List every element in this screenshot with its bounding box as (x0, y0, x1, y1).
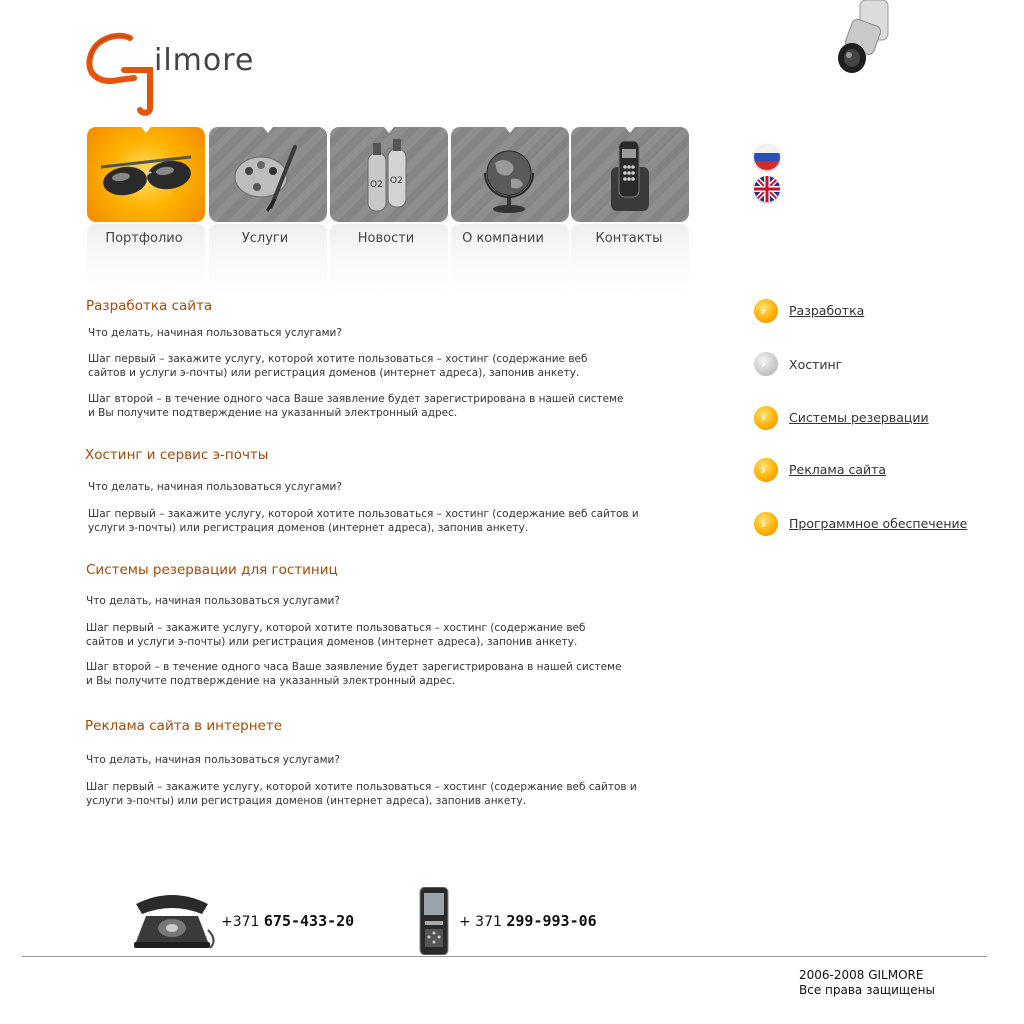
tab-portfolio[interactable] (87, 127, 205, 222)
arrow-bullet-icon: › (754, 458, 778, 482)
side-menu-item-site-advertising[interactable]: Реклама сайта (789, 462, 887, 477)
section-step1: Шаг первый – закажите услугу, которой хотите пользоваться – хостинг (содержание веб сайтов и услуги э-почты) или регистрация доменов (интернет адреса), запонив анкету. (88, 508, 639, 534)
uk-flag-icon (754, 176, 780, 202)
arrow-bullet-icon: › (754, 406, 778, 430)
landline-phone-icon (128, 890, 216, 956)
side-menu-item-hosting[interactable]: Хостинг (789, 357, 843, 372)
russian-language-flag[interactable] (754, 144, 780, 170)
phone-number-mobile[interactable] (459, 912, 597, 930)
english-language-flag[interactable] (754, 176, 780, 202)
side-menu-item-software[interactable]: Программное обеспечение (789, 516, 968, 531)
phone-prefix: + 371 (459, 914, 507, 930)
tab-contacts[interactable] (571, 127, 689, 222)
tab-news[interactable] (330, 127, 448, 222)
svg-text:O2: O2 (370, 180, 383, 190)
tab-label-news[interactable]: Новости (357, 231, 415, 246)
tab-label-about[interactable]: О компании (462, 231, 544, 246)
arrow-bullet-icon: › (754, 352, 778, 376)
side-menu-item-reservation-systems[interactable]: Системы резервации (789, 410, 929, 425)
tab-label-contacts[interactable]: Контакты (595, 231, 663, 246)
section-step2: Шаг второй – в течение одного часа Ваше заявление будет зарегистрирована в нашей системе и Вы получите подтверждение на указанный электронный адрес. (86, 661, 622, 687)
gilmore-logo[interactable] (84, 30, 264, 118)
palette-icon (209, 127, 327, 222)
phone-prefix: +371 (221, 914, 264, 930)
russia-flag-icon (754, 144, 780, 170)
arrow-bullet-icon: › (754, 512, 778, 536)
copyright-rights: Все права защищены (799, 983, 935, 997)
section-title: Реклама сайта в интернете (85, 718, 283, 734)
section-step2: Шаг второй – в течение одного часа Ваше заявление будет зарегистрирована в нашей системе и Вы получите подтверждение на указанный электронный адрес. (88, 393, 624, 419)
oxygen-tanks-icon (330, 127, 448, 222)
telephone-icon (571, 127, 689, 222)
tab-label-portfolio[interactable]: Портфолио (105, 231, 183, 246)
svg-text:ilmore: ilmore (154, 43, 255, 78)
footer-divider (22, 956, 987, 957)
globe-icon (451, 127, 569, 222)
section-question: Что делать, начиная пользоваться услугами? (88, 327, 342, 339)
phone-digits: 675-433-20 (263, 912, 355, 930)
arrow-bullet-icon: › (754, 299, 778, 323)
tab-about[interactable] (451, 127, 569, 222)
section-question: Что делать, начиная пользоваться услугами? (86, 595, 340, 607)
security-camera-icon (830, 0, 900, 80)
copyright-years: 2006-2008 GILMORE (799, 968, 924, 982)
side-menu-item-development[interactable]: Разработка (789, 303, 865, 318)
section-title: Системы резервации для гостиниц (86, 562, 338, 578)
section-step1: Шаг первый – закажите услугу, которой хотите пользоваться – хостинг (содержание веб сайтов и услуги э-почты) или регистрация доменов (интернет адреса), запонив анкету. (88, 353, 588, 379)
sunglasses-icon (87, 127, 205, 222)
svg-text:O2: O2 (390, 176, 403, 186)
section-step1: Шаг первый – закажите услугу, которой хотите пользоваться – хостинг (содержание веб сайтов и услуги э-почты) или регистрация доменов (интернет адреса), запонив анкету. (86, 622, 586, 648)
mobile-phone-icon (418, 887, 450, 959)
tab-label-services[interactable]: Услуги (241, 231, 289, 246)
phone-number-landline[interactable] (221, 912, 354, 930)
phone-digits: 299-993-06 (506, 912, 597, 930)
section-question: Что делать, начиная пользоваться услугами? (86, 754, 340, 766)
section-title: Разработка сайта (86, 298, 213, 314)
section-step1: Шаг первый – закажите услугу, которой хотите пользоваться – хостинг (содержание веб сайтов и услуги э-почты) или регистрация доменов (интернет адреса), запонив анкету. (86, 781, 637, 807)
section-question: Что делать, начиная пользоваться услугами? (88, 481, 342, 493)
tab-services[interactable] (209, 127, 327, 222)
section-title: Хостинг и сервис э-почты (85, 447, 269, 463)
